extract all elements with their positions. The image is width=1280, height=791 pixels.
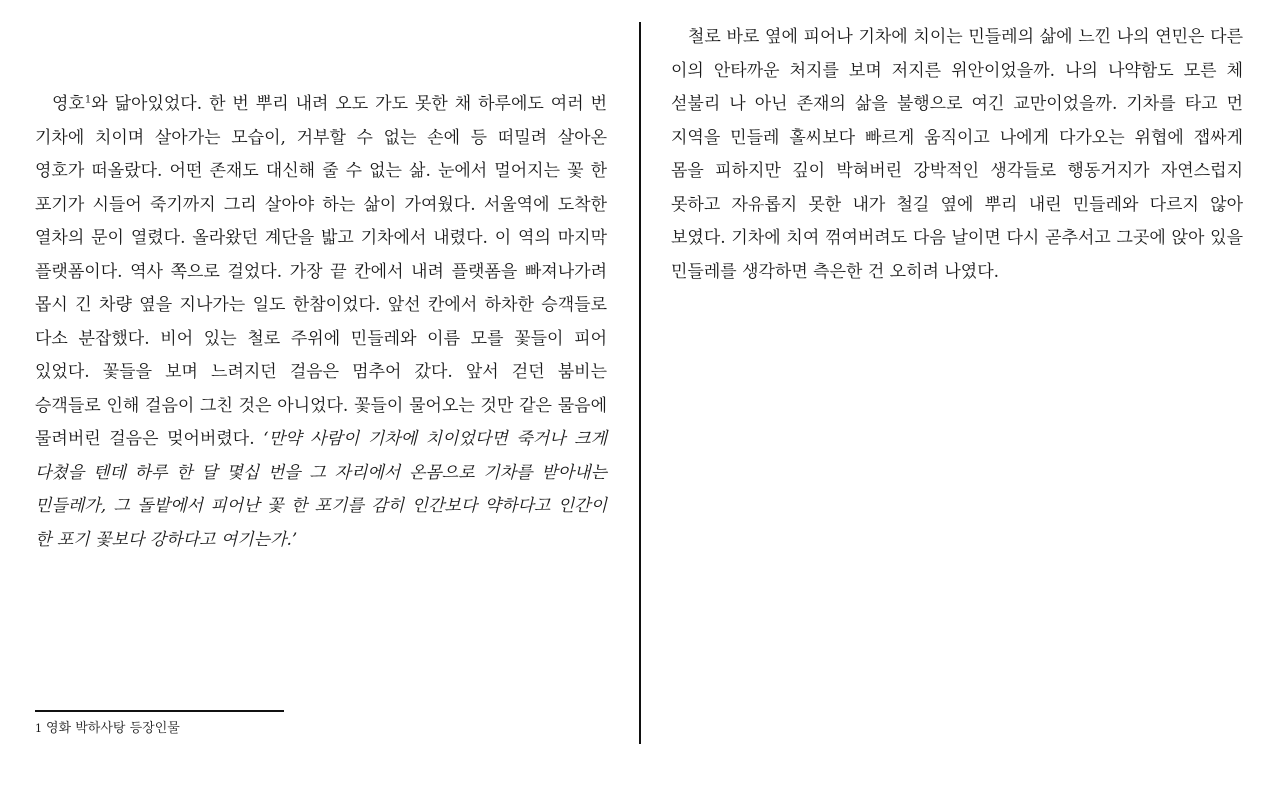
paragraph-body: 철로 바로 옆에 피어나 기차에 치이는 민들레의 삶에 느낀 나의 연민은 다른 이의 안타까운 처지를 보며 저지른 위안이었을까. 나의 나약함도 모른 체 섣불리 나 아닌 존재의 삶을 불행으로 여긴 교만이었을까. 기차를 타고 먼 지역을 민들레 홀씨보다 빠르게 움직이고 나에게 다가오는 위협에 잽싸게 몸을 피하지만 깊이 박혀버린 강박적인 생각들로 행동거지가 자연스럽지 못하고 자유롭지 못한 내가 철길 옆에 뿌리 내린 민들레와 다르지 않아 보였다. 기차에 치여 꺾여버려도 다음 날이면 다시 곧추서고 그곳에 앉아 있을 민들레를 생각하면 측은한 건 오히려 나였다. bbox=[671, 27, 1243, 282]
paragraph-body: 와 닮아있었다. 한 번 뿌리 내려 오도 가도 못한 채 하루에도 여러 번 기차에 치이며 살아가는 모습이, 거부할 수 없는 손에 등 떠밀려 살아온 영호가 떠올랐다. 어떤 존재도 대신해 줄 수 없는 삶. 눈에서 멀어지는 꽃 한 포기가 시들어 죽기까지 그리 살아야 하는 삶이 가여웠다. 서울역에 도착한 열차의 문이 열렸다. 올라왔던 계단을 밟고 기차에서 내렸다. 이 역의 마지막 플랫폼이다. 역사 쪽으로 걸었다. 가장 끝 칸에서 내려 플랫폼을 빠져나가려 몹시 긴 차량 옆을 지나가는 일도 한참이었다. 앞선 칸에서 하차한 승객들로 다소 분잡했다. 비어 있는 철로 주위에 민들레와 이름 모를 꽃들이 피어 있었다. 꽃들을 보며 느려지던 걸음은 멈추어 갔다. 앞서 걷던 붐비는 승객들로 인해 걸음이 그친 것은 아니었다. 꽃들이 물어오는 것만 같은 물음에 물려버린 걸음은 멎어버렸다. bbox=[35, 94, 607, 449]
column-divider bbox=[639, 22, 641, 744]
footnote bbox=[35, 720, 180, 738]
footnote-separator bbox=[35, 710, 284, 712]
right-page-text bbox=[671, 21, 1243, 289]
footnote-number: 1 bbox=[35, 722, 42, 735]
paragraph-lead: 영호 bbox=[52, 94, 85, 114]
left-page-text bbox=[35, 88, 607, 557]
italic-quote: ‘만약 사람이 기차에 치이었다면 죽거나 크게 다쳤을 텐데 하루 한 달 몇십 번을 그 자리에서 온몸으로 기차를 받아내는 민들레가, 그 돌밭에서 피어난 꽃 한 포기를 감히 인간보다 약하다고 인간이 한 포기 꽃보다 강하다고 여기는가.’ bbox=[35, 429, 607, 550]
footnote-reference[interactable]: 1 bbox=[84, 94, 92, 106]
footnote-text: 영화 박하사탕 등장인물 bbox=[46, 721, 180, 736]
